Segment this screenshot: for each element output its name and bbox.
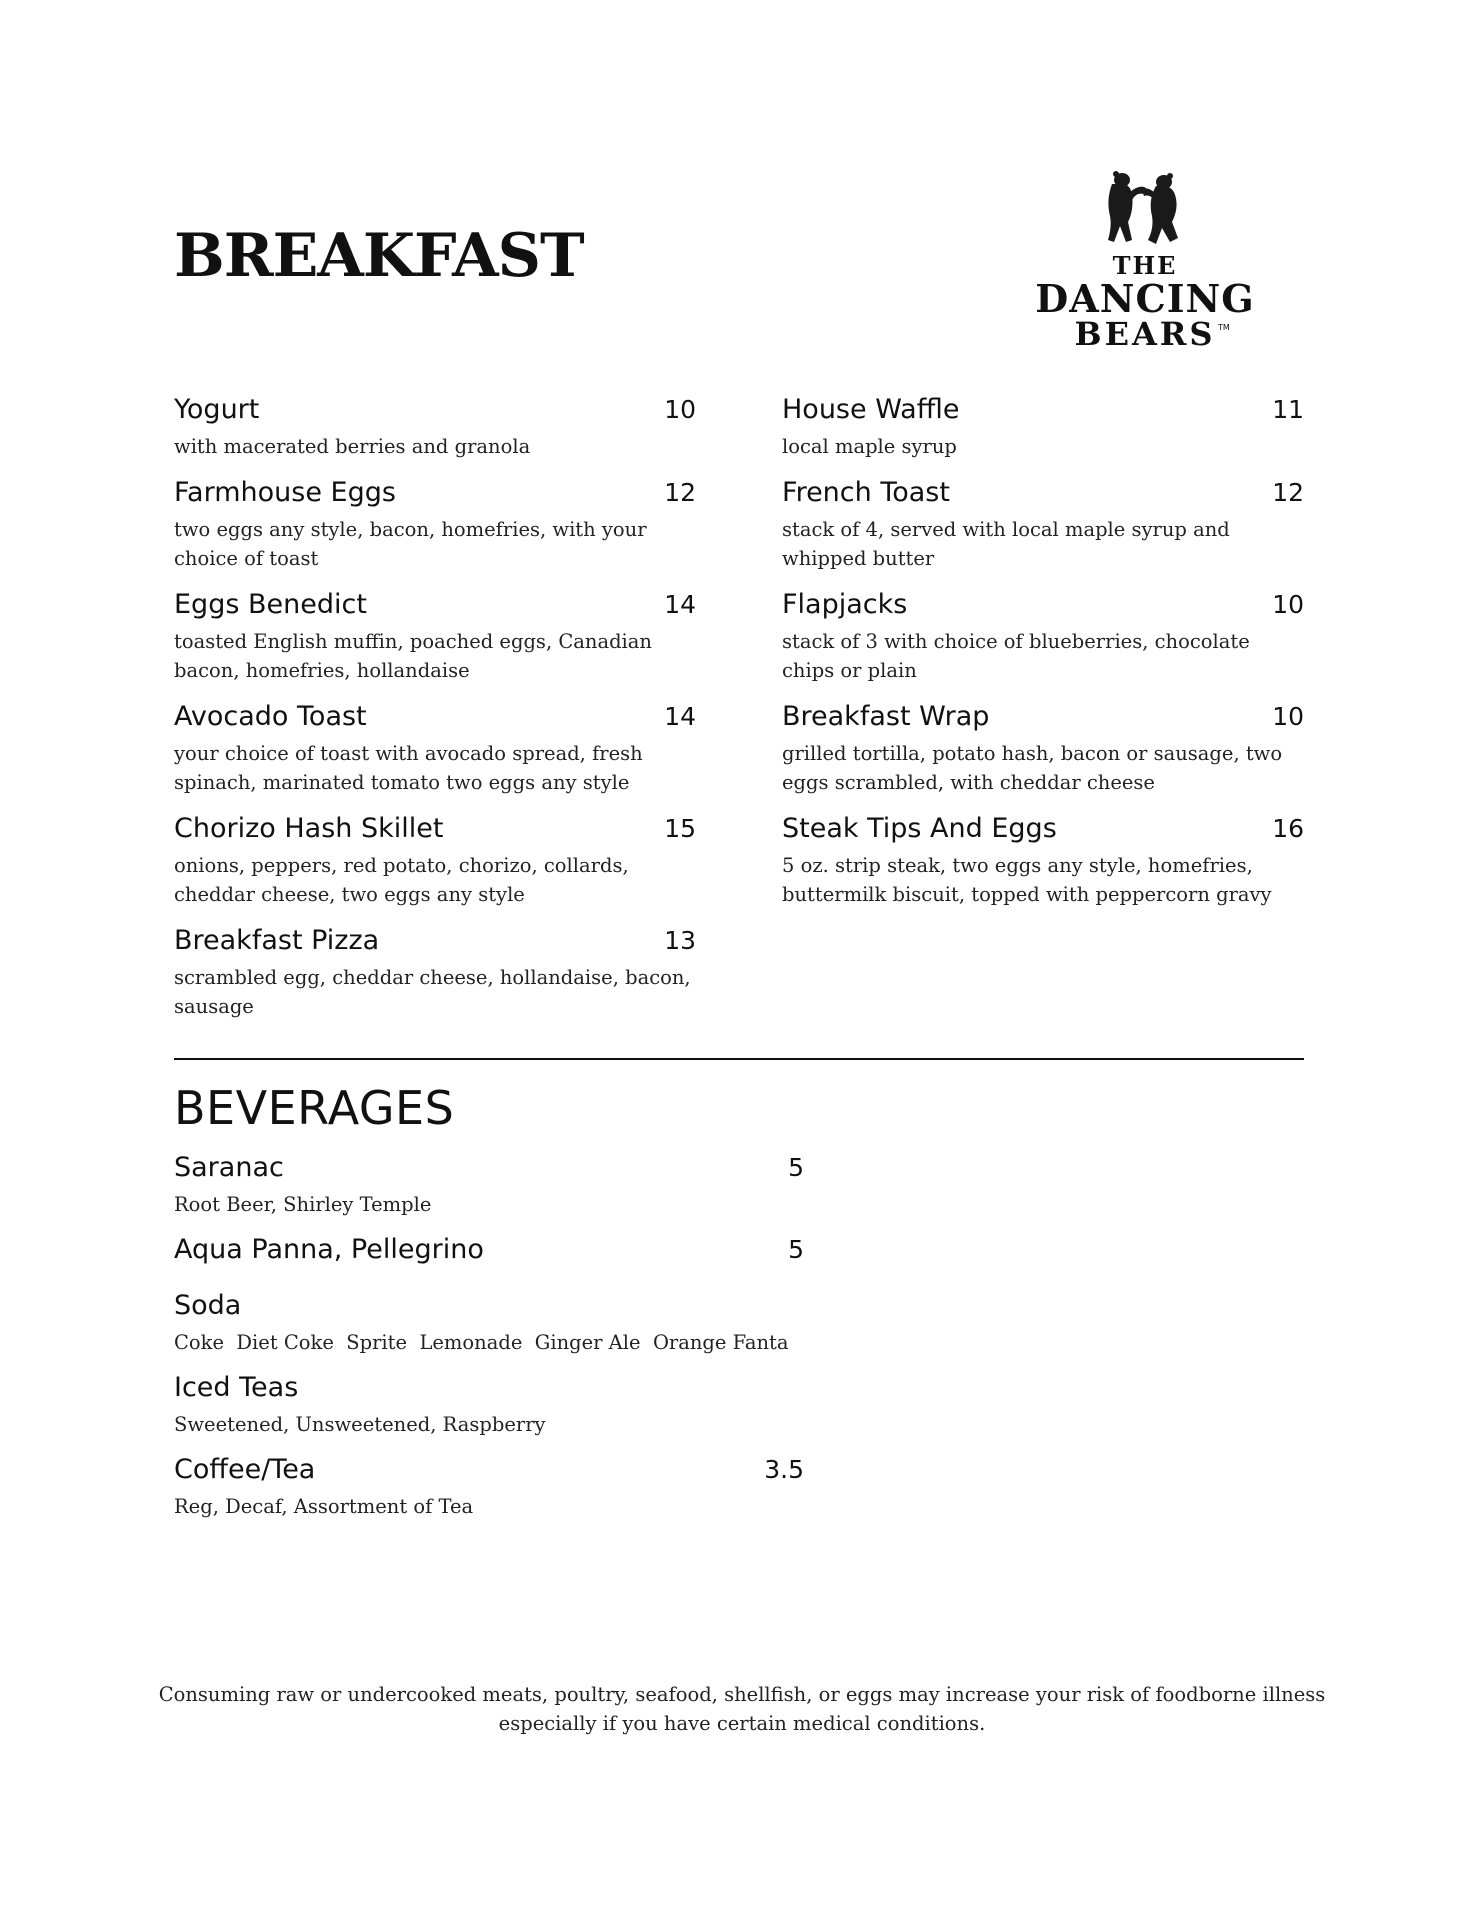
dancing-bears-icon	[1100, 170, 1190, 254]
logo-trademark: TM	[1218, 323, 1230, 332]
beverages-title: BEVERAGES	[174, 1081, 455, 1135]
section-divider	[174, 1058, 1304, 1060]
item-name: Flapjacks	[782, 589, 908, 620]
item-price: 13	[664, 926, 696, 955]
item-name: French Toast	[782, 477, 950, 508]
beverage-price: 5	[788, 1235, 804, 1264]
beverage-name: Saranac	[174, 1152, 284, 1183]
item-name: Yogurt	[174, 394, 260, 425]
menu-item	[782, 390, 1304, 461]
item-description: onions, peppers, red potato, chorizo, collards, cheddar cheese, two eggs any style	[174, 854, 629, 906]
beverage-name: Soda	[174, 1290, 242, 1321]
item-description: local maple syrup	[782, 435, 957, 458]
disclaimer-line: Consuming raw or undercooked meats, poultry, seafood, shellfish, or eggs may increase your risk of foodborne illness	[158, 1683, 1326, 1706]
logo-text-dancing: DANCING	[1035, 276, 1255, 321]
item-description: toasted English muffin, poached eggs, Canadian bacon, homefries, hollandaise	[174, 630, 652, 682]
item-description: your choice of toast with avocado spread, fresh spinach, marinated tomato two eggs any style	[174, 742, 643, 794]
menu-item	[174, 390, 696, 461]
restaurant-logo	[1030, 170, 1260, 360]
item-name: Steak Tips And Eggs	[782, 813, 1057, 844]
item-description: scrambled egg, cheddar cheese, hollandaise, bacon, sausage	[174, 966, 691, 1018]
disclaimer-line: especially if you have certain medical conditions.	[498, 1712, 986, 1735]
item-description: stack of 4, served with local maple syrup and whipped butter	[782, 518, 1230, 570]
beverage-name: Aqua Panna, Pellegrino	[174, 1234, 484, 1265]
beverage-item	[174, 1450, 804, 1522]
item-description: 5 oz. strip steak, two eggs any style, homefries, buttermilk biscuit, topped with peppercorn gravy	[782, 854, 1272, 906]
item-description: with macerated berries and granola	[174, 435, 531, 458]
beverage-name: Iced Teas	[174, 1372, 299, 1403]
beverage-price: 3.5	[764, 1455, 804, 1484]
beverage-description: Coke Diet Coke Sprite Lemonade Ginger Ale Orange Fanta	[174, 1331, 789, 1354]
item-name: Avocado Toast	[174, 701, 367, 732]
menu-item	[174, 697, 696, 797]
menu-item	[174, 921, 696, 1021]
item-price: 10	[664, 395, 696, 424]
item-name: Breakfast Wrap	[782, 701, 990, 732]
item-name: Breakfast Pizza	[174, 925, 380, 956]
item-price: 10	[1272, 590, 1304, 619]
item-name: Chorizo Hash Skillet	[174, 813, 444, 844]
item-description: two eggs any style, bacon, homefries, with your choice of toast	[174, 518, 647, 570]
item-price: 16	[1272, 814, 1304, 843]
menu-item	[174, 585, 696, 685]
logo-text-the: THE	[1112, 251, 1178, 280]
breakfast-right-column	[782, 390, 1304, 921]
beverage-name: Coffee/Tea	[174, 1454, 316, 1485]
beverage-description: Root Beer, Shirley Temple	[174, 1193, 432, 1216]
item-price: 12	[664, 478, 696, 507]
beverage-item	[174, 1368, 804, 1440]
beverage-price: 5	[788, 1153, 804, 1182]
logo-text-bears: BEARS	[1074, 315, 1216, 353]
menu-item	[174, 809, 696, 909]
menu-item	[782, 585, 1304, 685]
beverage-item	[174, 1286, 804, 1358]
item-price: 14	[664, 590, 696, 619]
item-price: 10	[1272, 702, 1304, 731]
beverage-description: Sweetened, Unsweetened, Raspberry	[174, 1413, 546, 1436]
item-price: 14	[664, 702, 696, 731]
menu-item	[782, 809, 1304, 909]
menu-item	[782, 473, 1304, 573]
item-price: 12	[1272, 478, 1304, 507]
item-name: House Waffle	[782, 394, 960, 425]
item-price: 15	[664, 814, 696, 843]
beverages-list	[174, 1148, 804, 1532]
beverage-description: Reg, Decaf, Assortment of Tea	[174, 1495, 474, 1518]
breakfast-left-column	[174, 390, 696, 1033]
item-name: Eggs Benedict	[174, 589, 367, 620]
item-description: stack of 3 with choice of blueberries, chocolate chips or plain	[782, 630, 1250, 682]
food-safety-disclaimer	[142, 1680, 1342, 1738]
page-title: BREAKFAST	[174, 221, 584, 291]
menu-item	[174, 473, 696, 573]
menu-item	[782, 697, 1304, 797]
item-description: grilled tortilla, potato hash, bacon or sausage, two eggs scrambled, with cheddar cheese	[782, 742, 1283, 794]
item-price: 11	[1272, 395, 1304, 424]
beverage-item	[174, 1230, 804, 1270]
item-name: Farmhouse Eggs	[174, 477, 396, 508]
beverage-item	[174, 1148, 804, 1220]
